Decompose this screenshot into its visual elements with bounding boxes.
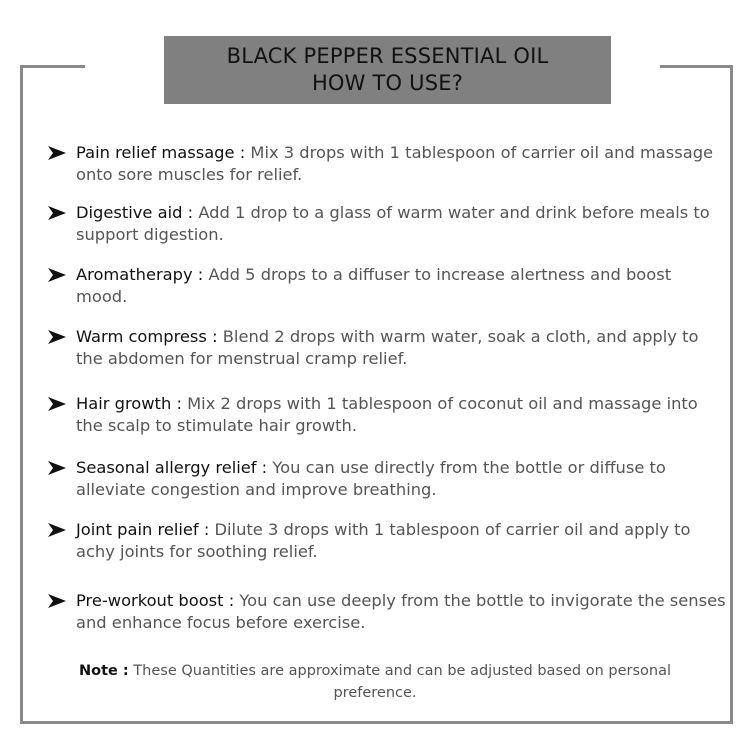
item-label: Hair growth : — [76, 394, 182, 413]
usage-item-seasonal-allergy-relief — [46, 457, 726, 501]
item-label: Digestive aid : — [76, 203, 194, 222]
usage-item-hair-growth — [46, 393, 726, 437]
frame-top-right-border — [660, 65, 730, 68]
item-text: Add 5 drops to a diffuser to increase alertness and boost mood. — [76, 265, 672, 306]
item-text: Mix 2 drops with 1 tablespoon of coconut oil and massage into the scalp to stimulate hair growth. — [76, 394, 698, 435]
item-text: Mix 3 drops with 1 tablespoon of carrier oil and massage onto sore muscles for relief. — [76, 143, 714, 184]
item-text: Blend 2 drops with warm water, soak a cloth, and apply to the abdomen for menstrual cramp relief. — [76, 327, 699, 368]
arrow-bullet-icon — [46, 143, 68, 163]
item-label: Joint pain relief : — [76, 520, 210, 539]
arrow-bullet-icon — [46, 591, 68, 611]
arrow-bullet-icon — [46, 520, 68, 540]
title-line-2: HOW TO USE? — [311, 71, 464, 95]
item-label: Pain relief massage : — [76, 143, 246, 162]
usage-item-aromatherapy — [46, 264, 726, 308]
note-text: These Quantities are approximate and can be adjusted based on personal preference. — [133, 663, 672, 701]
frame-top-left-border — [20, 65, 85, 68]
usage-item-joint-pain-relief — [46, 519, 726, 563]
item-text: Add 1 drop to a glass of warm water and drink before meals to support digestion. — [76, 203, 710, 244]
usage-item-pre-workout-boost — [46, 590, 726, 634]
item-text: You can use directly from the bottle or diffuse to alleviate congestion and improve breathing. — [76, 458, 666, 499]
usage-item-pain-relief-massage — [46, 142, 726, 186]
arrow-bullet-icon — [46, 458, 68, 478]
item-text: You can use deeply from the bottle to invigorate the senses and enhance focus before exercise. — [76, 591, 726, 632]
item-label: Warm compress : — [76, 327, 218, 346]
title-line-1: BLACK PEPPER ESSENTIAL OIL — [226, 44, 549, 68]
title-banner — [164, 36, 611, 104]
item-label: Pre-workout boost : — [76, 591, 235, 610]
item-text: Dilute 3 drops with 1 tablespoon of carrier oil and apply to achy joints for soothing relief. — [76, 520, 691, 561]
usage-item-digestive-aid — [46, 202, 726, 246]
item-label: Seasonal allergy relief : — [76, 458, 268, 477]
arrow-bullet-icon — [46, 327, 68, 347]
usage-item-warm-compress — [46, 326, 726, 370]
item-label: Aromatherapy : — [76, 265, 204, 284]
arrow-bullet-icon — [46, 394, 68, 414]
arrow-bullet-icon — [46, 203, 68, 223]
arrow-bullet-icon — [46, 265, 68, 285]
note-label: Note : — [78, 663, 129, 679]
note — [60, 660, 690, 704]
